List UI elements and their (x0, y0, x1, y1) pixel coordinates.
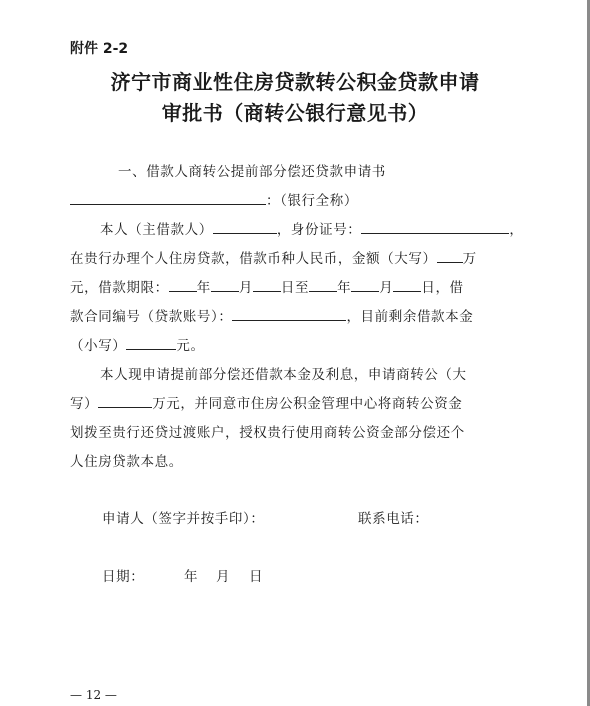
bank-name-line (70, 189, 358, 209)
year-label: 年 (196, 280, 211, 296)
loan-term-label: 元，借款期限： (70, 280, 169, 296)
date-month-label: 月 (216, 569, 231, 585)
bank-name-blank[interactable] (70, 190, 266, 205)
capital-label: 写） (70, 396, 99, 412)
unit-wan: 万 (462, 251, 477, 267)
request-line-3: 划拨至贵行还贷过渡账户，授权贵行使用商转公资金部分偿还个 (70, 425, 465, 441)
id-number-label: ，身份证号： (276, 222, 362, 238)
lowercase-label: （小写） (70, 338, 127, 354)
start-year-blank[interactable] (169, 277, 197, 292)
remaining-amount-line (70, 334, 205, 354)
borrower-name-blank[interactable] (213, 219, 277, 234)
date-label: 日期： (102, 569, 145, 585)
section-heading: 一、借款人商转公提前部分偿还贷款申请书 (118, 164, 386, 180)
month-label: 月 (238, 280, 253, 296)
start-day-blank[interactable] (253, 277, 281, 292)
request-line-4: 人住房贷款本息。 (70, 454, 183, 470)
loan-amount-blank[interactable] (437, 248, 463, 263)
loan-amount-label: 在贵行办理个人住房贷款，借款币种人民币，金额（大写） (70, 251, 437, 267)
end-month-blank[interactable] (351, 277, 379, 292)
remaining-amount-blank[interactable] (126, 335, 176, 350)
end-day-blank[interactable] (393, 277, 421, 292)
page-number: — 12 — (70, 688, 117, 702)
loan-term-line (70, 276, 464, 296)
day-to-label: 日至 (280, 280, 310, 296)
request-line-1: 本人现申请提前部分偿还借款本金及利息，申请商转公（大 (100, 367, 467, 383)
applicant-signature-label: 申请人（签字并按手印）： (102, 511, 265, 527)
month-label: 月 (379, 280, 394, 296)
bank-name-suffix: ：（银行全称） (266, 193, 358, 209)
day-label: 日，借 (421, 280, 464, 296)
start-month-blank[interactable] (211, 277, 239, 292)
request-line-2 (70, 392, 462, 412)
transfer-amount-blank[interactable] (98, 393, 152, 408)
document-title-line1: 济宁市商业性住房贷款转公积金贷款申请 (110, 70, 480, 94)
end-year-blank[interactable] (309, 277, 337, 292)
document-title-line2: 审批书（商转公银行意见书） (161, 101, 429, 125)
contract-number-blank[interactable] (232, 306, 346, 321)
remaining-principal-label: ，目前剩余借款本金 (346, 309, 474, 325)
contract-line (70, 305, 473, 325)
loan-amount-line (70, 247, 477, 267)
id-number-blank[interactable] (361, 219, 509, 234)
borrower-label: 本人（主借款人） (100, 222, 213, 238)
borrower-line (100, 218, 524, 238)
year-label: 年 (337, 280, 352, 296)
phone-label: 联系电话： (358, 511, 429, 527)
unit-yuan: 元。 (176, 338, 205, 354)
request-text: 万元，并同意市住房公积金管理中心将商转公资金 (152, 396, 463, 412)
comma: ， (509, 222, 524, 238)
date-day-label: 日 (249, 569, 264, 585)
date-year-label: 年 (184, 569, 199, 585)
contract-number-label: 款合同编号（贷款账号）： (70, 309, 233, 325)
attachment-label: 附件 2-2 (70, 41, 129, 57)
